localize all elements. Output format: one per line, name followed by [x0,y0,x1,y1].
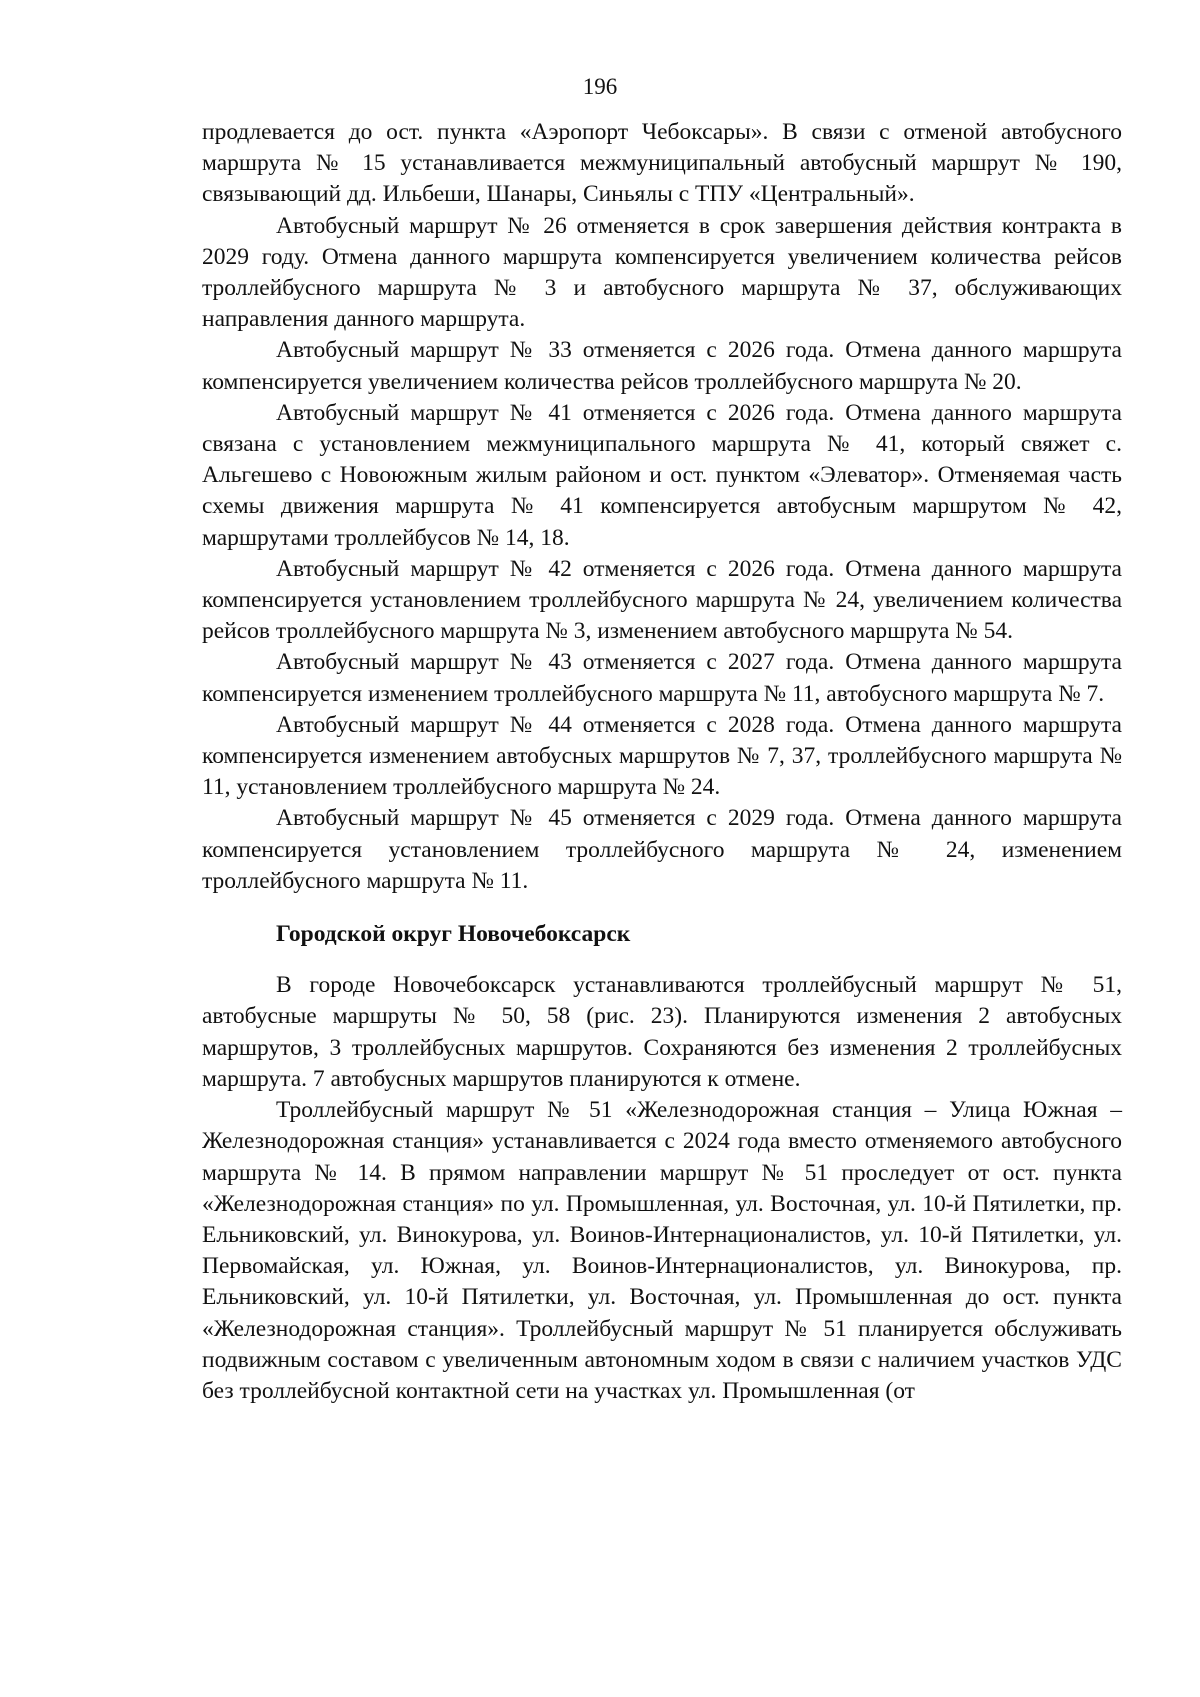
paragraph: Автобусный маршрут № 44 отменяется с 2028 года. Отмена данного маршрута компенсируется изменением автобусных маршрутов № 7, 37, троллейбусного маршрута № 11, установлением троллейбусного маршрута № 24. [202,711,1122,801]
page-number: 196 [582,74,618,99]
paragraph: Автобусный маршрут № 41 отменяется с 2026 года. Отмена данного маршрута связана с установлением межмуниципального маршрута № 41, который свяжет с. Альгешево с Новоюжным жилым районом и ост. пунктом «Элеватор». Отменяемая часть схемы движения маршрута № 41 компенсируется автобусным маршрутом № 42, маршрутами троллейбусов № 14, 18. [202,399,1122,551]
paragraph: Автобусный маршрут № 33 отменяется с 2026 года. Отмена данного маршрута компенсируется увеличением количества рейсов троллейбусного маршрута № 20. [202,337,1122,395]
paragraph: Автобусный маршрут № 45 отменяется с 2029 года. Отмена данного маршрута компенсируется установлением троллейбусного маршрута № 24, изменением троллейбусного маршрута № 11. [202,805,1122,894]
paragraph: Автобусный маршрут № 42 отменяется с 2026 года. Отмена данного маршрута компенсируется установлением троллейбусного маршрута № 24, увеличением количества рейсов троллейбусного маршрута № 3, изменением автобусного маршрута № 54. [202,555,1122,645]
document-body [202,117,1122,1407]
paragraph: В городе Новочебоксарск устанавливаются троллейбусный маршрут № 51, автобусные маршруты № 50, 58 (рис. 23). Планируются изменения 2 автобусных маршрутов, 3 троллейбусных маршрутов. Сохраняются без изменения 2 троллейбусных маршрута. 7 автобусных маршрутов планируются к отмене. [202,972,1122,1092]
paragraph: Автобусный маршрут № 26 отменяется в срок завершения действия контракта в 2029 году. Отмена данного маршрута компенсируется увеличением количества рейсов троллейбусного маршрута № 3 и автобусного маршрута № 37, обслуживающих направления данного маршрута. [202,212,1122,333]
paragraph: Троллейбусный маршрут № 51 «Железнодорожная станция – Улица Южная – Железнодорожная станция» устанавливается с 2024 года вместо отменяемого автобусного маршрута № 14. В прямом направлении маршрут № 51 проследует от ост. пункта «Железнодорожная станция» по ул. Промышленная, ул. Восточная, ул. 10-й Пятилетки, пр. Ельниковский, ул. Винокурова, ул. Воинов-Интернационалистов, ул. 10-й Пятилетки, ул. Первомайская, ул. Южная, ул. Воинов-Интернационалистов, ул. Винокурова, пр. Ельниковский, ул. 10-й Пятилетки, ул. Восточная, ул. Промышленная до ост. пункта «Железнодорожная станция». Троллейбусный маршрут № 51 планируется обслуживать подвижным составом с увеличенным автономным ходом в связи с наличием участков УДС без троллейбусной контактной сети на участках ул. Промышленная (от [202,1097,1122,1404]
paragraph: продлевается до ост. пункта «Аэропорт Чебоксары». В связи с отменой автобусного маршрута № 15 устанавливается межмуниципальный автобусный маршрут № 190, связывающий дд. Ильбеши, Шанары, Синьялы с ТПУ «Центральный». [202,119,1122,208]
section-heading: Городской округ Новочебоксарск [276,921,631,948]
paragraph: Автобусный маршрут № 43 отменяется с 2027 года. Отмена данного маршрута компенсируется изменением троллейбусного маршрута № 11, автобусного маршрута № 7. [202,649,1122,707]
